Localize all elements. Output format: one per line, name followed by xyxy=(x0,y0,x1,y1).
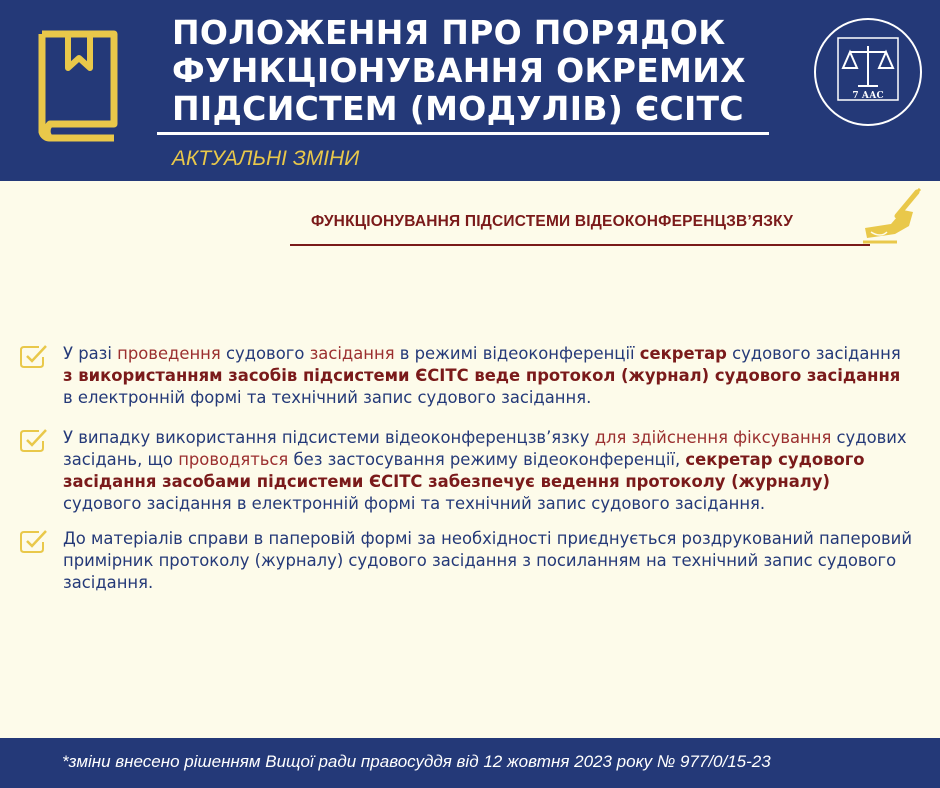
section-underline xyxy=(290,244,870,246)
body-text: в електронній формі та технічний запис судового засідання. xyxy=(63,388,592,407)
accent-text: проводяться xyxy=(178,450,289,469)
hand-writing-icon xyxy=(857,188,923,246)
body-text: судового xyxy=(220,344,310,363)
body-text: судових засідань, що xyxy=(63,428,907,469)
body-text: без застосування режиму відеоконференції, xyxy=(288,450,686,469)
page-title xyxy=(172,14,772,128)
scales-of-justice-icon xyxy=(843,46,893,86)
accent-text: проведення xyxy=(117,344,221,363)
section-heading: ФУНКЦІОНУВАННЯ ПІДСИСТЕМИ ВІДЕОКОНФЕРЕНЦЗВ’ЯЗКУ xyxy=(311,213,794,230)
list-item-text xyxy=(63,528,913,594)
title-line-2: ФУНКЦІОНУВАННЯ ОКРЕМИХ xyxy=(172,51,746,90)
body-text: До матеріалів справи в паперовій формі за необхідності приєднується роздрукований паперовий примірник протоколу (журналу) судового засідання з посиланням на технічний запис судового засідання. xyxy=(63,529,912,592)
body-text: У разі xyxy=(63,344,118,363)
list-item-text xyxy=(63,427,913,515)
footer-note: *зміни внесено рішенням Вищої ради правосуддя від 12 жовтня 2023 року № 977/0/15-23 xyxy=(62,752,771,771)
body-text: в режимі відеоконференції xyxy=(394,344,640,363)
accent-text: засідання xyxy=(309,344,395,363)
logo-text: 7 ААС xyxy=(852,91,884,101)
body-text: судового засідання в електронній формі та технічний запис судового засідання. xyxy=(63,494,766,513)
book-bookmark-icon xyxy=(28,26,124,146)
body-text: У випадку використання підсистеми відеоконференцзв’язку xyxy=(63,428,595,447)
checkbox-check-icon xyxy=(18,427,48,453)
court-logo xyxy=(812,16,924,128)
checkbox-check-icon xyxy=(18,528,48,554)
emphasis-text: секретар судового засідання засобами підсистеми ЄСІТС забезпечує ведення протоколу (журналу) xyxy=(63,450,865,491)
body-text: судового засідання xyxy=(726,344,901,363)
title-line-3: ПІДСИСТЕМ (МОДУЛІВ) ЄСІТС xyxy=(172,89,744,128)
title-line-1: ПОЛОЖЕННЯ ПРО ПОРЯДОК xyxy=(172,13,726,52)
checkbox-check-icon xyxy=(18,343,48,369)
title-underline xyxy=(157,132,769,135)
accent-text: для здійснення фіксування xyxy=(594,428,832,447)
list-item-text xyxy=(63,343,913,409)
emphasis-text: з використанням засобів підсистеми ЄСІТС веде протокол (журнал) судового засідання xyxy=(63,366,901,385)
page-subtitle: АКТУАЛЬНІ ЗМІНИ xyxy=(172,147,360,170)
emphasis-text: секретар xyxy=(639,344,727,363)
